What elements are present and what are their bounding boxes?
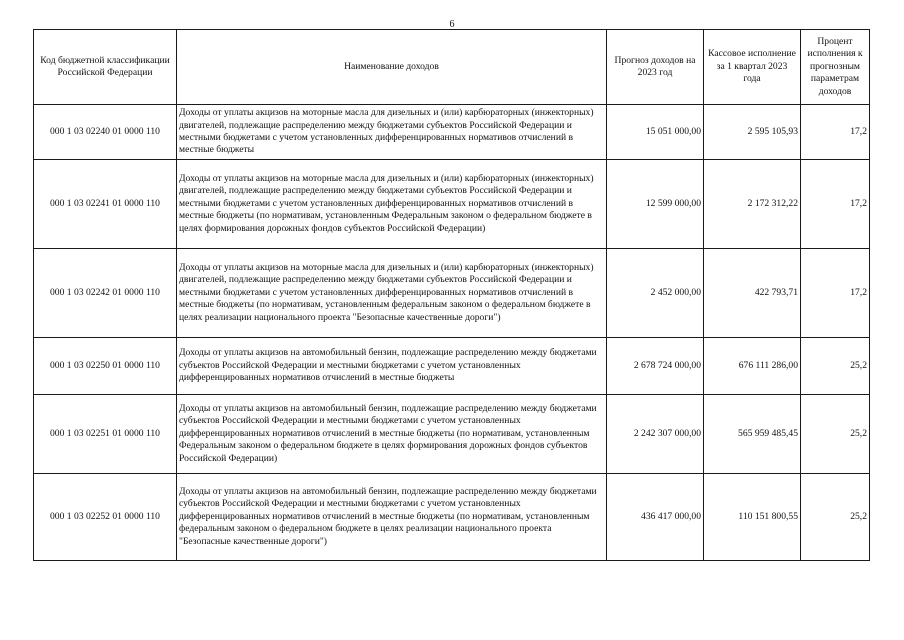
row-plan: 12 599 000,00 <box>607 160 704 249</box>
row-exec: 110 151 800,55 <box>704 474 801 561</box>
table-row <box>34 160 870 249</box>
row-plan: 436 417 000,00 <box>607 474 704 561</box>
row-pct: 25,2 <box>801 474 870 561</box>
table-row <box>34 474 870 561</box>
table-row <box>34 249 870 338</box>
header-pct: Процент исполнения к прогнозным параметрам доходов <box>801 30 870 105</box>
row-plan: 2 452 000,00 <box>607 249 704 338</box>
row-exec: 2 595 105,93 <box>704 105 801 160</box>
row-pct: 25,2 <box>801 338 870 395</box>
row-code: 000 1 03 02241 01 0000 110 <box>34 160 177 249</box>
row-code: 000 1 03 02252 01 0000 110 <box>34 474 177 561</box>
header-name: Наименование доходов <box>177 30 607 105</box>
revenue-table <box>33 29 870 561</box>
page-number: 6 <box>449 19 455 30</box>
row-name: Доходы от уплаты акцизов на автомобильный бензин, подлежащие распределению между бюджетами субъектов Российской Федерации и местными бюджетами с учетом установленных дифференцированных нормативов отчислений в местные бюджеты <box>177 338 607 395</box>
row-exec: 676 111 286,00 <box>704 338 801 395</box>
row-pct: 17,2 <box>801 249 870 338</box>
row-name: Доходы от уплаты акцизов на моторные масла для дизельных и (или) карбюраторных (инжекторных) двигателей, подлежащие распределению между бюджетами субъектов Российской Федерации и местными бюджетами с учетом установленных дифференцированных нормативов отчислений в местные бюджеты (по нормативам, установленным Федеральным законом о федеральном бюджете в целях формирования дорожных фондов субъектов Российской Федерации) <box>177 160 607 249</box>
table-header-row <box>34 30 870 105</box>
table-row <box>34 395 870 474</box>
row-code: 000 1 03 02250 01 0000 110 <box>34 338 177 395</box>
row-pct: 17,2 <box>801 160 870 249</box>
row-exec: 422 793,71 <box>704 249 801 338</box>
row-name: Доходы от уплаты акцизов на моторные масла для дизельных и (или) карбюраторных (инжекторных) двигателей, подлежащие распределению между бюджетами субъектов Российской Федерации и местными бюджетами с учетом установленных дифференцированных нормативов отчислений в местные бюджеты <box>177 105 607 160</box>
row-plan: 15 051 000,00 <box>607 105 704 160</box>
row-code: 000 1 03 02240 01 0000 110 <box>34 105 177 160</box>
row-name: Доходы от уплаты акцизов на автомобильный бензин, подлежащие распределению между бюджетами субъектов Российской Федерации и местными бюджетами с учетом установленных дифференцированных нормативов отчислений в местные бюджеты (по нормативам, установленным федеральным законом о федеральном бюджете в целях реализации национального проекта "Безопасные качественные дороги") <box>177 474 607 561</box>
row-code: 000 1 03 02242 01 0000 110 <box>34 249 177 338</box>
row-name: Доходы от уплаты акцизов на моторные масла для дизельных и (или) карбюраторных (инжекторных) двигателей, подлежащие распределению между бюджетами субъектов Российской Федерации и местными бюджетами с учетом установленных дифференцированных нормативов отчислений в местные бюджеты (по нормативам, установленным федеральным законом о федеральном бюджете в целях реализации национального проекта "Безопасные качественные дороги") <box>177 249 607 338</box>
header-exec: Кассовое исполнение за 1 квартал 2023 года <box>704 30 801 105</box>
row-pct: 25,2 <box>801 395 870 474</box>
row-exec: 565 959 485,45 <box>704 395 801 474</box>
header-code: Код бюджетной классификации Российской Федерации <box>34 30 177 105</box>
row-code: 000 1 03 02251 01 0000 110 <box>34 395 177 474</box>
row-plan: 2 242 307 000,00 <box>607 395 704 474</box>
row-plan: 2 678 724 000,00 <box>607 338 704 395</box>
row-pct: 17,2 <box>801 105 870 160</box>
row-exec: 2 172 312,22 <box>704 160 801 249</box>
row-name: Доходы от уплаты акцизов на автомобильный бензин, подлежащие распределению между бюджетами субъектов Российской Федерации и местными бюджетами с учетом установленных дифференцированных нормативов отчислений в местные бюджеты (по нормативам, установленным Федеральным законом о федеральном бюджете в целях формирования дорожных фондов субъектов Российской Федерации) <box>177 395 607 474</box>
table-row <box>34 338 870 395</box>
table-row <box>34 105 870 160</box>
header-plan: Прогноз доходов на 2023 год <box>607 30 704 105</box>
